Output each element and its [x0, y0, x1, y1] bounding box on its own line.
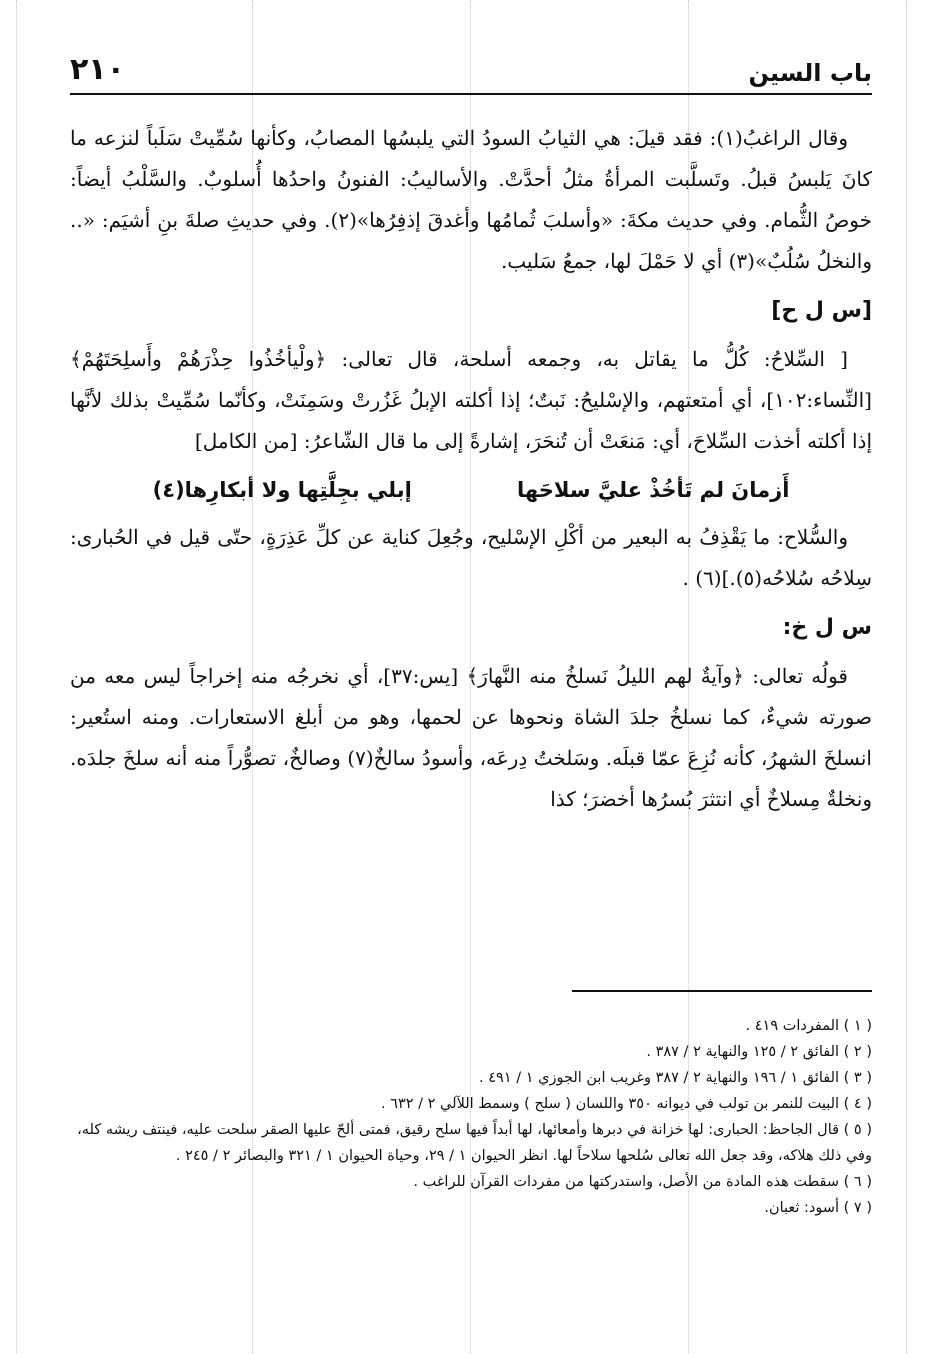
verse-hemistich-right: أَزمانَ لم تَأخُذْ عليَّ سلاحَها	[517, 478, 790, 502]
entry-heading: [س ل ح]	[771, 298, 872, 323]
footnotes	[70, 1013, 872, 1221]
footnote: ( ٤ ) البيت للنمر بن تولب في ديوانه ٣٥٠ واللسان ( سلح ) وسمط اللآلي ٢ / ٦٣٢ .	[380, 1096, 872, 1112]
footnote: ( ٥ ) قال الجاحظ: الحبارى: لها خزانة في دبرها وأمعائها، لها أبداً فيها سلح رقيق، فمتى ألحّ عليها الصقر سلحت عليه، فينتف ريشه كله، وفي ذلك هلاكه، وقد جعل الله تعالى سُلحها سلاحاً لها. انظر الحيوان ١ / ٢٩، وحياة الحيوان ١ / ٣٢١ والبصائر ٢ / ٢٤٥ .	[77, 1122, 872, 1164]
page-number: ٢١٠	[70, 52, 125, 87]
paragraph: [ السِّلاحُ: كُلُّ ما يقاتل به، وجمعه أسلحة، قال تعالى: ﴿ولْيأخُذُوا حِذْرَهُمْ وأَسلِحَتَهُمْ﴾ [النِّساء:١٠٢]، أي أمتعتهم، والإسْليحُ: نَبتٌ؛ إذا أكلته الإبلُ غَزُرتْ وسَمِنَتْ، وكأنّما سُمِّيتْ بذلك لأنَّها إذا أكلته أخذت السِّلاحَ، أي: مَنعَتْ أن تُنحَرَ، إشارةً إلى ما قال الشّاعرُ: [من الكامل]	[70, 347, 872, 453]
footnote-separator	[572, 990, 872, 992]
verse-line	[100, 470, 842, 511]
footnote: ( ٢ ) الفائق ٢ / ١٢٥ والنهاية ٢ / ٣٨٧ .	[646, 1044, 872, 1060]
verse-hemistich-left: إبلي بجِلَّتِها ولا أبكارِها(٤)	[152, 478, 412, 502]
scan-guide-line	[16, 0, 17, 1354]
footnote: ( ٦ ) سقطت هذه المادة من الأصل، واستدركتها من مفردات القرآن للراغب .	[413, 1174, 872, 1190]
paragraph: قولُه تعالى: ﴿وآيةٌ لهم الليلُ نَسلخُ منه النَّهارَ﴾ [يس:٣٧]، أي نخرجُه منه إخراجاً ليس معه من صورته شيءٌ، كما نسلخُ جلدَ الشاة ونحوها عن لحمها، وهو من أبلغ الاستعارات. ومنه استُعير: انسلخَ الشهرُ، كأنه نُزِعَ عمّا قبلَه. وسَلختُ دِرعَه، وأسودُ سالخٌ(٧) وصالخٌ، تصوُّراً منه أنه سلخَ جلدَه. ونخلةٌ مِسلاخٌ أي انتثرَ بُسرُها أخضرَ؛ كذا	[70, 664, 872, 811]
paragraph: والسُّلاح: ما يَقْذِفُ به البعير من أكْلِ الإسْليح، وجُعِلَ كناية عن كلِّ عَذِرَةٍ، حتّى قيل في الحُبارى: سِلاحُه سُلاحُه(٥).](٦) .	[70, 525, 872, 590]
scan-guide-line	[906, 0, 907, 1354]
footnote: ( ٣ ) الفائق ١ / ١٩٦ والنهاية ٢ / ٣٨٧ وغريب ابن الجوزي ١ / ٤٩١ .	[479, 1070, 872, 1086]
footnote: ( ٧ ) أسود: ثعبان.	[764, 1200, 872, 1216]
page-header	[70, 52, 872, 95]
footnote: ( ١ ) المفردات ٤١٩ .	[745, 1018, 872, 1034]
main-text	[70, 118, 872, 828]
entry-heading: س ل خ:	[782, 615, 872, 640]
paragraph: وقال الراغبُ(١): فقد قيلَ: هي الثيابُ السودُ التي يلبسُها المصابُ، وكأنها سُمِّيتْ سَلَباً لنزعه ما كانَ يَلبسُ قبلُ. وتَسلَّبت المرأةُ مثلُ أحدَّتْ. والأساليبُ: الفنونُ واحدُها أُسلوبٌ. والسَّلْبُ أيضاً: خوصُ الثُّمام. وفي حديث مكةَ: «وأسلبَ ثُمامُها وأغدقَ إذفِرُها»(٢). وفي حديثِ صلةَ بنِ أشيَم: «.. والنخلُ سُلُبٌ»(٣) أي لا حَمْلَ لها، جمعُ سَليب.	[70, 126, 872, 273]
running-title: باب السين	[748, 59, 872, 87]
